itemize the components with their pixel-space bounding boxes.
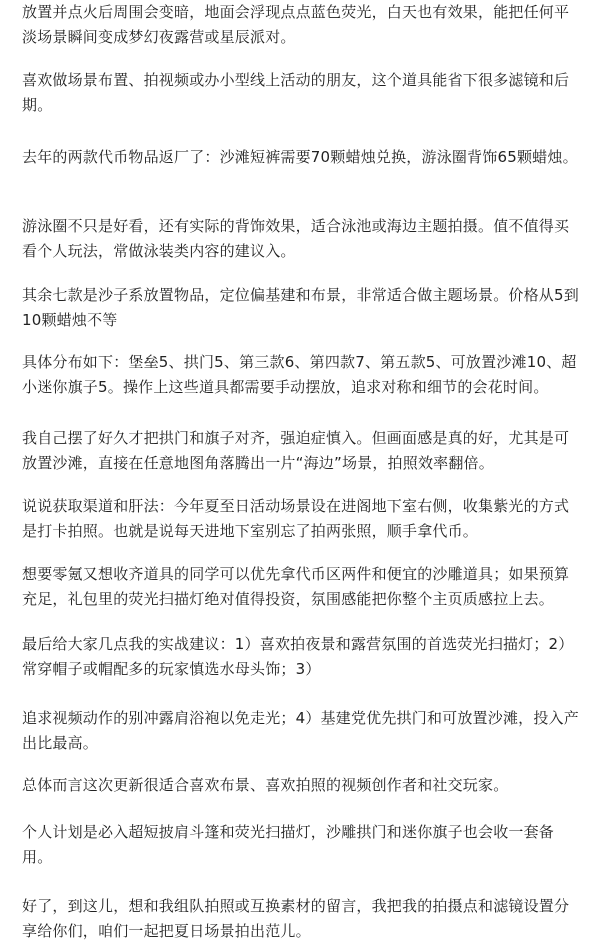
paragraph-14: 好了，到这儿，想和我组队拍照或互换素材的留言，我把我的拍摄点和滤镜设置分享给你们，咱们一起把夏日场景拍出范儿。 <box>22 897 570 940</box>
paragraph-5: 其余七款是沙子系放置物品，定位偏基建和布景，非常适合做主题场景。价格从5到10颗蜡烛不等 <box>22 286 579 329</box>
paragraph-4: 游泳圈不只是好看，还有实际的背饰效果，适合泳池或海边主题拍摄。值不值得买看个人玩法，常做泳装类内容的建议入。 <box>22 217 570 260</box>
paragraph-2: 喜欢做场景布置、拍视频或办小型线上活动的朋友，这个道具能省下很多滤镜和后期。 <box>22 71 570 114</box>
paragraph-10: 最后给大家几点我的实战建议：1）喜欢拍夜景和露营氛围的首选荧光扫描灯；2）常穿帽子或帽配多的玩家慎选水母头饰；3） <box>22 635 574 678</box>
paragraph-13: 个人计划是必入超短披肩斗篷和荧光扫描灯，沙雕拱门和迷你旗子也会收一套备用。 <box>22 823 555 866</box>
paragraph-8: 说说获取渠道和肝法：今年夏至日活动场景设在进阁地下室右侧，收集紫光的方式是打卡拍照。也就是说每天进地下室别忘了拍两张照，顺手拿代币。 <box>22 497 570 540</box>
paragraph-11: 追求视频动作的别冲露肩浴袍以免走光；4）基建党优先拱门和可放置沙滩，投入产出比最高。 <box>22 709 579 752</box>
paragraph-9: 想要零氪又想收齐道具的同学可以优先拿代币区两件和便宜的沙雕道具；如果预算充足，礼包里的荧光扫描灯绝对值得投资，氛围感能把你整个主页质感拉上去。 <box>22 565 570 608</box>
paragraph-6: 具体分布如下：堡垒5、拱门5、第三款6、第四款7、第五款5、可放置沙滩10、超小迷你旗子5。操作上这些道具都需要手动摆放，追求对称和细节的会花时间。 <box>22 353 577 396</box>
paragraph-12: 总体而言这次更新很适合喜欢布景、喜欢拍照的视频创作者和社交玩家。 <box>22 776 509 794</box>
paragraph-3: 去年的两款代币物品返厂了：沙滩短裤需要70颗蜡烛兑换，游泳圈背饰65颗蜡烛。 <box>22 148 578 166</box>
paragraph-1: 放置并点火后周围会变暗，地面会浮现点点蓝色荧光，白天也有效果，能把任何平淡场景瞬间变成梦幻夜露营或星辰派对。 <box>22 3 570 46</box>
paragraph-7: 我自己摆了好久才把拱门和旗子对齐，强迫症慎入。但画面感是真的好，尤其是可放置沙滩，直接在任意地图角落腾出一片“海边”场景，拍照效率翻倍。 <box>22 429 570 472</box>
